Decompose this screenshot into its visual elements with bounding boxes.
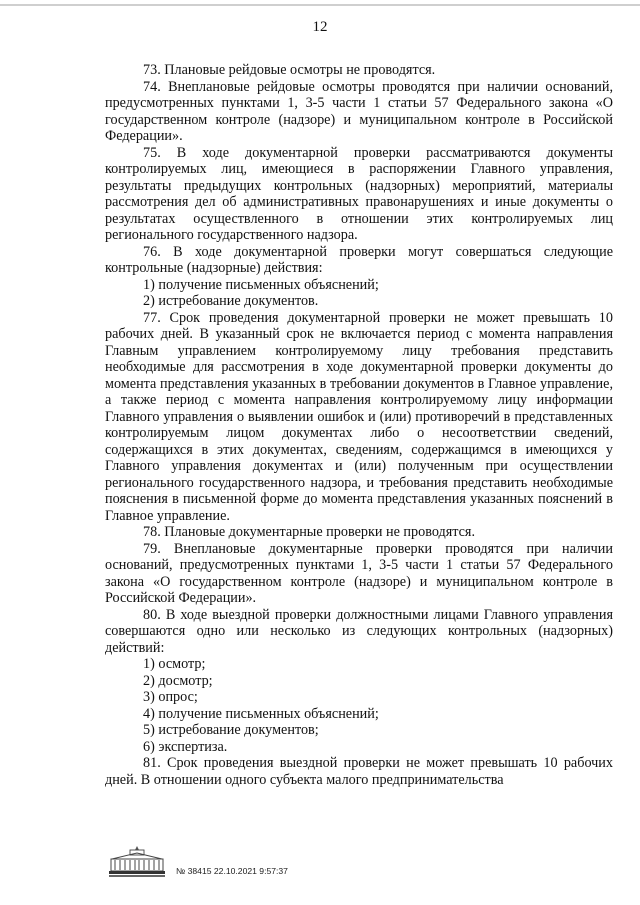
list-item: 1) осмотр; xyxy=(143,656,206,672)
list-item: 5) истребование документов; xyxy=(143,722,319,738)
paragraph-76: 76. В ходе документарной проверки могут совершаться следующие контрольные (надзорные) действия: xyxy=(105,243,613,276)
list-item: 3) опрос; xyxy=(143,689,198,705)
paragraph-74: 74. Внеплановые рейдовые осмотры проводятся при наличии оснований, предусмотренных пунктами 1, 3-5 части 1 статьи 57 Федерального закона «О государственном контроле (надзоре) и муниципальном контроле в Российской Федерации». xyxy=(105,78,613,144)
document-footer xyxy=(106,843,506,883)
list-item: 2) досмотр; xyxy=(143,672,213,689)
document-body xyxy=(105,62,613,788)
government-building-stamp-icon xyxy=(106,843,168,879)
paragraph-79: 79. Внеплановые документарные проверки проводятся при наличии оснований, предусмотренных пунктами 1, 3-5 части 1 статьи 57 Федерального закона «О государственном контроле (надзоре) и муниципальном контроле в Российской Федерации». xyxy=(105,540,613,606)
list-item: 2) истребование документов. xyxy=(143,293,319,309)
paragraph-75: 75. В ходе документарной проверки рассматриваются документы контролируемых лиц, имеющиеся в распоряжении Главного управления, результаты предыдущих контрольных (надзорных) мероприятий, материалы рассмотрения дел об административных правонарушениях и иные документы о результатах осуществленного в отношении этих контролируемых лиц регионального государственного надзора. xyxy=(105,144,613,243)
list-item: 4) получение письменных объяснений; xyxy=(143,705,379,722)
paragraph-73: 73. Плановые рейдовые осмотры не проводятся. xyxy=(143,62,436,78)
list-item: 6) экспертиза. xyxy=(143,738,228,755)
registration-stamp: № 38415 22.10.2021 9:57:37 xyxy=(176,866,288,876)
list-item: 1) получение письменных объяснений; xyxy=(143,276,379,293)
paragraph-78: 78. Плановые документарные проверки не проводятся. xyxy=(143,524,475,540)
page-number: 12 xyxy=(312,19,328,35)
scan-top-edge xyxy=(0,4,640,6)
paragraph-81: 81. Срок проведения выездной проверки не может превышать 10 рабочих дней. В отношении одного субъекта малого предпринимательства xyxy=(105,755,613,788)
paragraph-77: 77. Срок проведения документарной проверки не может превышать 10 рабочих дней. В указанный срок не включается период с момента направления Главным управлением контролируемому лицу требования представить необходимые для рассмотрения в ходе документарной проверки документы до момента представления указанных в требовании документов в Главное управление, а также период с момента направления контролируемому лицу информации Главного управления о выявлении ошибок и (или) противоречий в представленных контролируемым лицом документах либо о несоответствии сведений, содержащихся в этих документах, сведениям, содержащимся в имеющихся у Главного управления документах и (или) полученным при осуществлении регионального государственного надзора, и требования представить необходимые пояснения в письменной форме до момента представления указанных пояснений в Главное управление. xyxy=(105,309,613,524)
paragraph-80: 80. В ходе выездной проверки должностными лицами Главного управления совершаются одно или несколько из следующих контрольных (надзорных) действий: xyxy=(105,606,613,656)
